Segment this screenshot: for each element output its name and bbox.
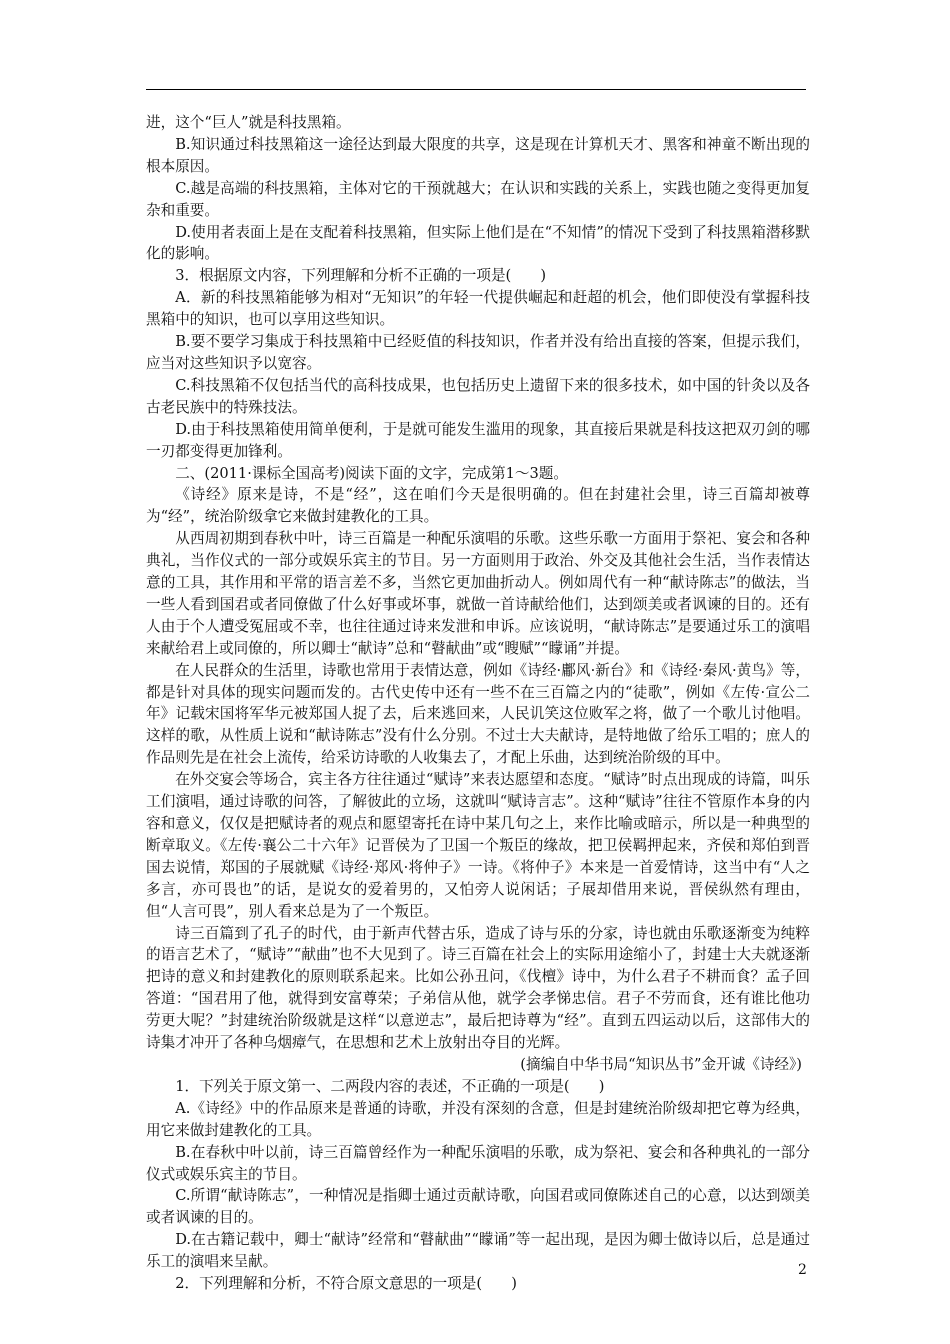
paragraph: 诗三百篇到了孔子的时代，由于新声代替古乐，造成了诗与乐的分家，诗也就由乐歌逐渐变为纯粹的语言艺术了，“赋诗”“献曲”也不大见到了。诗三百篇在社会上的实际用途缩小了，封建士大夫就逐渐把诗的意义和封建教化的原则联系起来。比如公孙丑问，《伐檀》诗中，为什么君子不耕而食？孟子回答道：“国君用了他，就得到安富尊荣；子弟信从他，就学会孝悌忠信。君子不劳而食，还有谁比他功劳更大呢？”封建统治阶级就是这样“以意逆志”，最后把诗尊为“经”。直到五四运动以后，这部伟大的诗集才冲开了各种乌烟瘴气，在思想和艺术上放射出夺目的光辉。 xyxy=(146,924,810,1052)
paragraph: D.使用者表面上是在支配着科技黑箱，但实际上他们是在“不知情”的情况下受到了科技黑箱潜移默化的影响。 xyxy=(146,223,810,263)
paragraph: B.要不要学习集成于科技黑箱中已经贬值的科技知识，作者并没有给出直接的答案，但提示我们，应当对这些知识予以宽容。 xyxy=(146,333,810,372)
document-body xyxy=(146,112,810,1295)
paragraph: C.越是高端的科技黑箱，主体对它的干预就越大；在认识和实践的关系上，实践也随之变得更加复杂和重要。 xyxy=(146,179,810,219)
paragraph: 1．下列关于原文第一、二两段内容的表述，不正确的一项是( ) xyxy=(175,1077,605,1095)
paragraph: 在外交宴会等场合，宾主各方往往通过“赋诗”来表达愿望和态度。“赋诗”时点出现成的诗篇，叫乐工们演唱，通过诗歌的问答，了解彼此的立场，这就叫“赋诗言志”。这种“赋诗”往往不管原作本身的内容和意义，仅仅是把赋诗者的观点和愿望寄托在诗中某几句之上，来作比喻或暗示，所以是一种典型的断章取义。《左传·襄公二十六年》记晋侯为了卫国一个叛臣的缘故，把卫侯羁押起来，齐侯和郑伯到晋国去说情，郑国的子展就赋《诗经·郑风·将仲子》一诗。《将仲子》本来是一首爱情诗，这当中有“人之多言，亦可畏也”的话，是说女的爱着男的，又怕旁人说闲话；子展却借用来说，晋侯纵然有理由，但“人言可畏”，别人看来总是为了一个叛臣。 xyxy=(146,771,810,920)
header-rule xyxy=(146,89,806,90)
paragraph: B.知识通过科技黑箱这一途径达到最大限度的共享，这是现在计算机天才、黑客和神童不断出现的根本原因。 xyxy=(146,135,810,175)
paragraph: A．新的科技黑箱能够为相对“无知识”的年轻一代提供崛起和赶超的机会，他们即使没有掌握科技黑箱中的知识，也可以享用这些知识。 xyxy=(146,289,810,329)
paragraph: D.在古籍记载中，卿士“献诗”经常和“瞽献曲”“矇诵”等一起出现，是因为卿士做诗以后，总是通过乐工的演唱来呈献。 xyxy=(146,1231,810,1271)
paragraph: 在人民群众的生活里，诗歌也常用于表情达意，例如《诗经·鄘风·新台》和《诗经·秦风·黄鸟》等，都是针对具体的现实问题而发的。古代史传中还有一些不在三百篇之内的“徒歌”，例如《左传·宣公二年》记载宋国将军华元被郑国人捉了去，后来逃回来，人民讥笑这位败军之将，做了一个歌儿讨他唱。这样的歌，从性质上说和“献诗陈志”没有什么分别。不过士大夫献诗，是特地做了给乐工唱的；庶人的作品则先是在社会上流传，给采访诗歌的人收集去了，才配上乐曲，达到统治阶级的耳中。 xyxy=(146,661,810,767)
paragraph: D.由于科技黑箱使用简单便利，于是就可能发生滥用的现象，其直接后果就是科技这把双刃剑的哪一刃都变得更加锋利。 xyxy=(146,420,810,460)
page-number: 2 xyxy=(798,1262,807,1278)
paragraph: 从西周初期到春秋中叶，诗三百篇是一种配乐演唱的乐歌。这些乐歌一方面用于祭祀、宴会和各种典礼，当作仪式的一部分或娱乐宾主的节目。另一方面则用于政治、外交及其他社会生活，当作表情达意的工具，其作用和平常的语言差不多，当然它更加曲折动人。例如周代有一种“献诗陈志”的做法，当一些人看到国君或者同僚做了什么好事或坏事，就做一首诗献给他们，达到颂美或者讽谏的目的。还有人由于个人遭受冤屈或不幸，也往往通过诗来发泄和申诉。应该说明，“献诗陈志”是要通过乐工的演唱来献给君上或同僚的，所以卿士“献诗”总和“瞽献曲”或“瞍赋”“矇诵”并提。 xyxy=(146,530,810,657)
paragraph: 2．下列理解和分析，不符合原文意思的一项是( ) xyxy=(175,1275,517,1293)
paragraph: 二、(2011·课标全国高考)阅读下面的文字，完成第1～3题。 xyxy=(175,464,568,482)
paragraph: 进，这个“巨人”就是科技黑箱。 xyxy=(146,114,351,131)
paragraph: A.《诗经》中的作品原来是普通的诗歌，并没有深刻的含意，但是封建统治阶级却把它尊为经典，用它来做封建教化的工具。 xyxy=(146,1099,810,1139)
paragraph: 3．根据原文内容，下列理解和分析不正确的一项是( ) xyxy=(175,267,547,285)
paragraph: 《诗经》原来是诗，不是“经”，这在咱们今天是很明确的。但在封建社会里，诗三百篇却被尊为“经”，统治阶级拿它来做封建教化的工具。 xyxy=(146,486,810,526)
paragraph: B.在春秋中叶以前，诗三百篇曾经作为一种配乐演唱的乐歌，成为祭祀、宴会和各种典礼的一部分仪式或娱乐宾主的节目。 xyxy=(146,1143,810,1183)
paragraph: C.科技黑箱不仅包括当代的高科技成果，也包括历史上遗留下来的很多技术，如中国的针灸以及各古老民族中的特殊技法。 xyxy=(146,376,810,416)
paragraph: C.所谓“献诗陈志”，一种情况是指卿士通过贡献诗歌，向国君或同僚陈述自己的心意，以达到颂美或者讽谏的目的。 xyxy=(146,1187,810,1227)
source-citation: (摘编自中华书局“知识丛书”金开诚《诗经》) xyxy=(520,1055,802,1073)
